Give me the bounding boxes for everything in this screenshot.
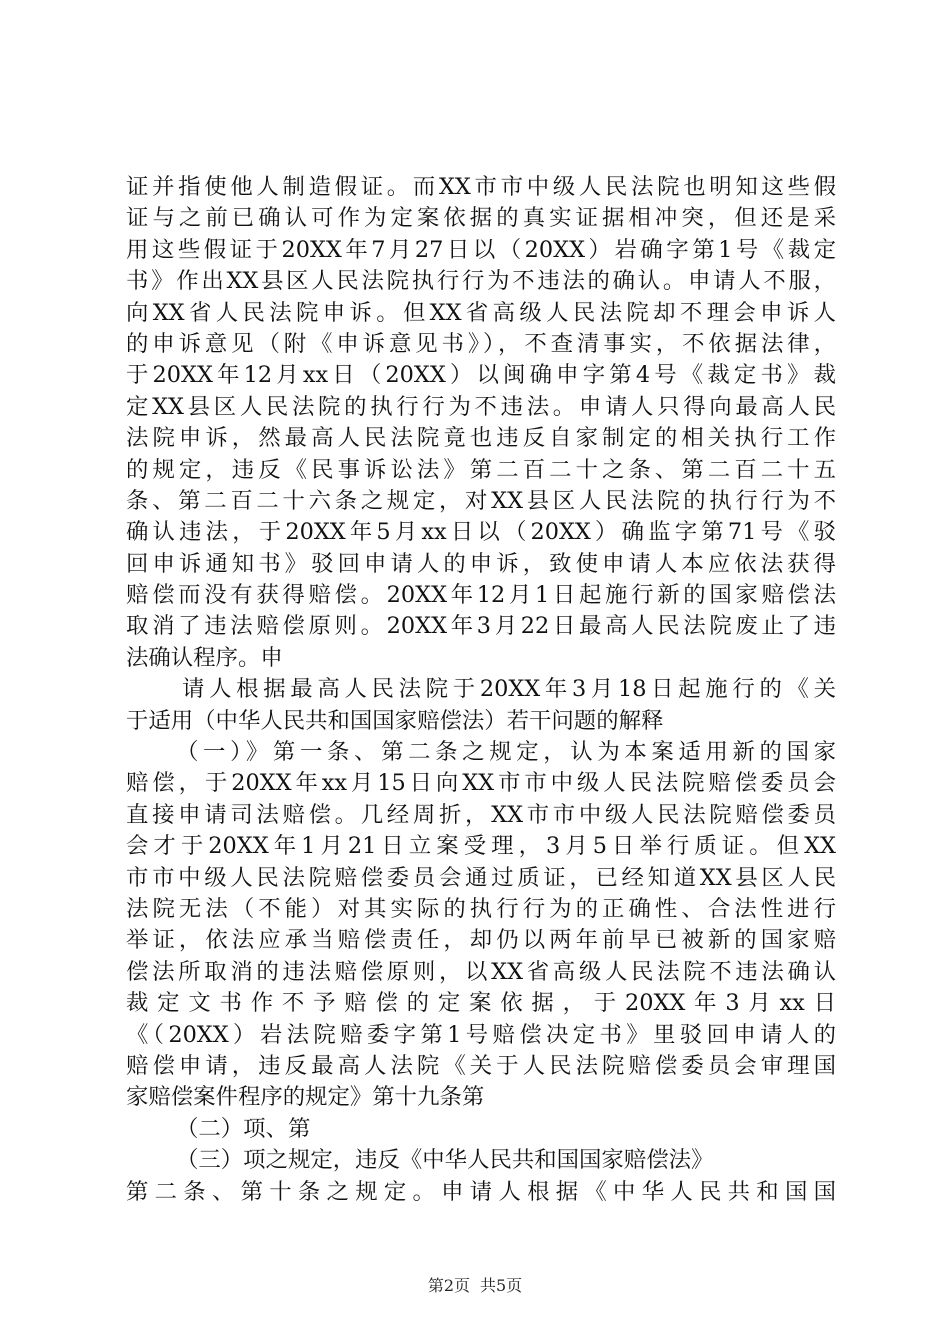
text-line: 第二条、第十条之规定。申请人根据《中华人民共和国国 [126,1178,836,1205]
text-line: 直接申请司法赔偿。几经周折，XX市市中级人民法院赔偿委员 [126,801,836,828]
text-line: 条、第二百二十六条之规定，对XX县区人民法院的执行行为不 [126,487,836,514]
text-line: 定XX县区人民法院的执行行为不违法。申请人只得向最高人民 [126,393,836,420]
text-line: 法院无法（不能）对其实际的执行行为的正确性、合法性进行 [126,895,836,922]
text-line: 的申诉意见（附《申诉意见书》），不查清事实，不依据法律， [126,330,836,357]
page-number: 第2页 [427,1276,470,1295]
text-line: 书》作出XX县区人民法院执行行为不违法的确认。申请人不服， [126,268,836,295]
text-line: 偿法所取消的违法赔偿原则，以XX省高级人民法院不违法确认 [126,958,836,985]
text-line: 证并指使他人制造假证。而XX市市中级人民法院也明知这些假 [126,174,836,200]
text-line: （二）项、第 [176,1115,311,1142]
text-line: 用这些假证于20XX年7月27日以（20XX）岩确字第1号《裁定 [126,236,836,263]
text-line: 向XX省人民法院申诉。但XX省高级人民法院却不理会申诉人 [126,299,836,326]
text-line: （三）项之规定，违反《中华人民共和国国家赔偿法》 [176,1147,714,1174]
text-line: 于20XX年12月xx日（20XX）以闽确申字第4号《裁定书》裁 [126,362,836,389]
text-line: 赔偿申请，违反最高人法院《关于人民法院赔偿委员会审理国 [126,1052,836,1079]
text-line: 取消了违法赔偿原则。20XX年3月22日最高人民法院废止了违 [126,613,836,640]
page-footer [0,1276,950,1296]
text-line: 赔偿，于20XX年xx月15日向XX市市中级人民法院赔偿委员会 [126,770,836,797]
text-line: 于适用（中华人民共和国国家赔偿法）若干问题的解释 [126,707,664,734]
text-line: 家赔偿案件程序的规定》第十九条第 [126,1084,485,1111]
text-line: 法确认程序。申 [126,644,283,671]
text-line: （一）》第一条、第二条之规定，认为本案适用新的国家 [176,739,836,766]
text-line: 市市中级人民法院赔偿委员会通过质证，已经知道XX县区人民 [126,864,836,891]
text-line: 《（20XX）岩法院赔委字第1号赔偿决定书》里驳回申请人的 [126,1021,836,1048]
text-line: 回申诉通知书》驳回申请人的申诉，致使申请人本应依法获得 [126,550,836,577]
text-line: 请人根据最高人民法院于20XX年3月18日起施行的《关 [182,676,836,703]
text-line: 确认违法，于20XX年5月xx日以（20XX）确监字第71号《驳 [126,519,836,546]
text-line: 的规定，违反《民事诉讼法》第二百二十之条、第二百二十五 [126,456,836,483]
text-line: 举证，依法应承当赔偿责任，却仍以两年前早已被新的国家赔 [126,927,836,954]
page-total: 共5页 [480,1276,523,1295]
text-line: 证与之前已确认可作为定案依据的真实证据相冲突，但还是采 [126,205,836,232]
text-line: 裁定文书作不予赔偿的定案依据，于20XX年3月xx日 [126,990,836,1017]
document-body [126,172,836,1208]
text-line: 会才于20XX年1月21日立案受理，3月5日举行质证。但XX [126,833,836,860]
text-line: 法院申诉，然最高人民法院竟也违反自家制定的相关执行工作 [126,425,836,452]
text-line: 赔偿而没有获得赔偿。20XX年12月1日起施行新的国家赔偿法 [126,582,836,609]
